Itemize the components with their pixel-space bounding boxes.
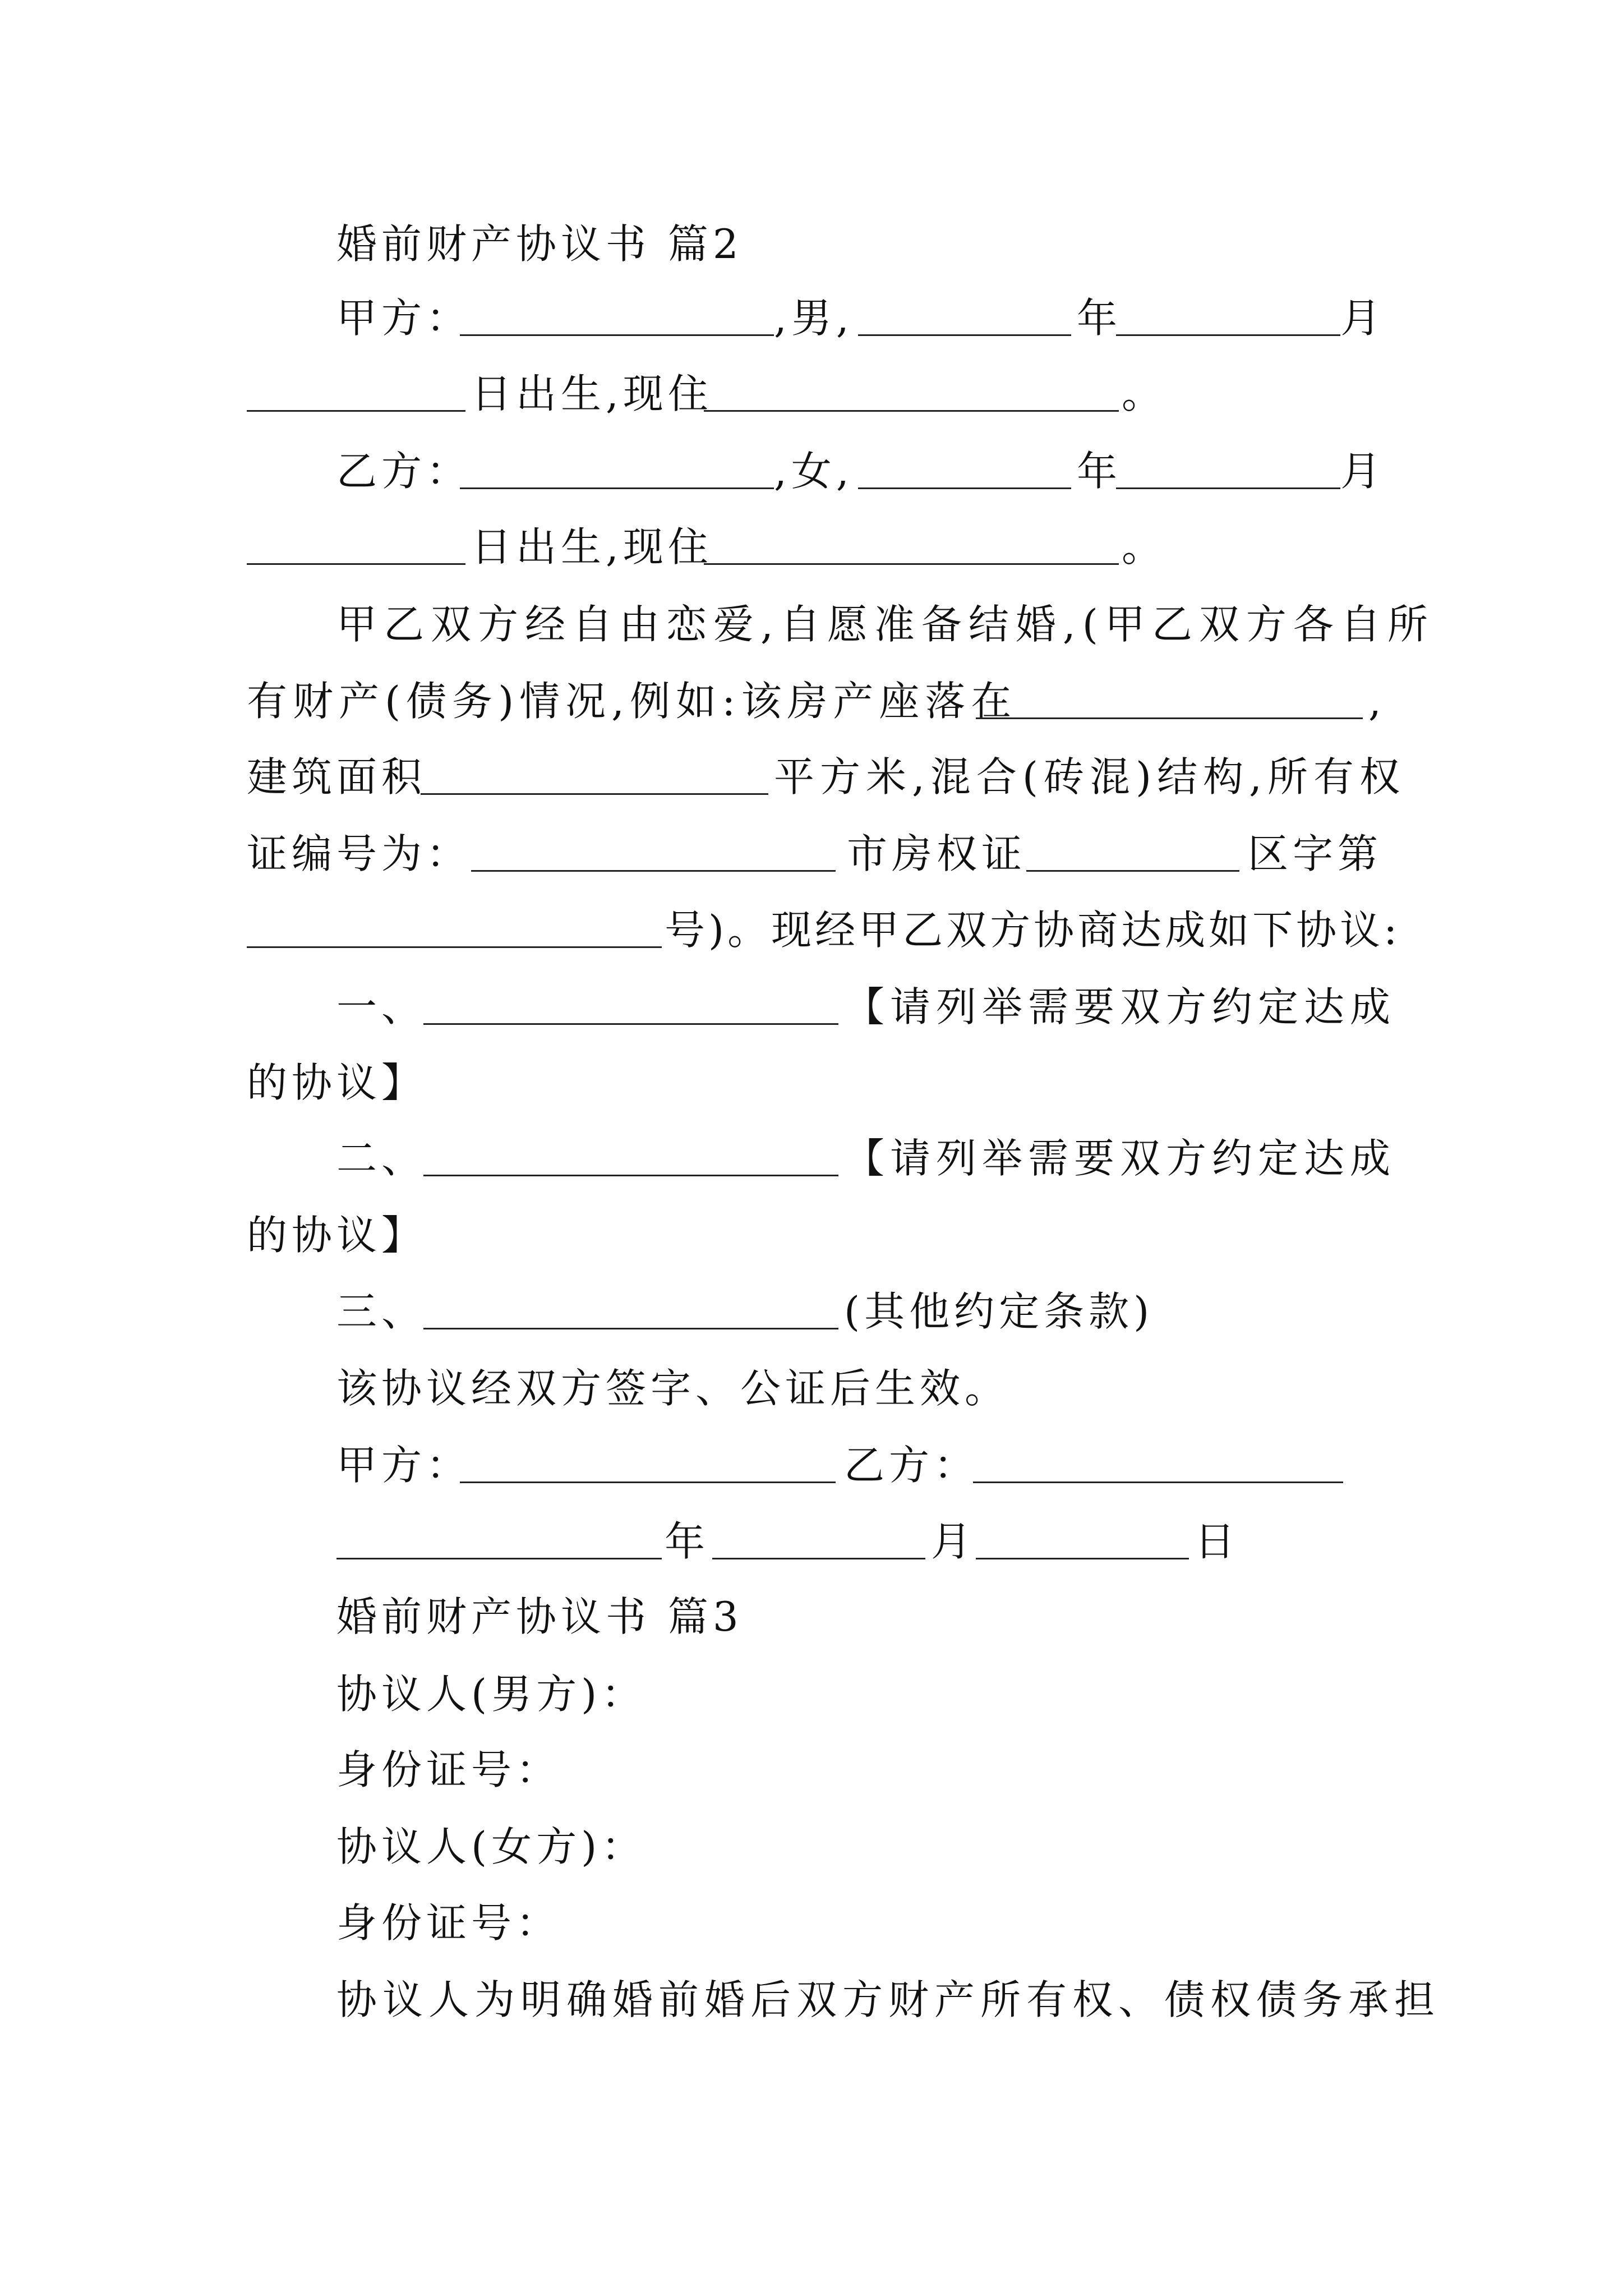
heading-text: 婚前财产协议书 篇2 bbox=[336, 220, 743, 268]
party-b-day-field[interactable] bbox=[247, 513, 465, 581]
intro-line-1 bbox=[0, 591, 1623, 658]
party-b-month-label: 月 bbox=[1340, 448, 1386, 495]
clause-3-field[interactable] bbox=[423, 1278, 838, 1345]
intro-text-2: 有财产(债务)情况,例如:该房产座落在 bbox=[247, 678, 1017, 725]
date-day-label: 日 bbox=[1195, 1518, 1240, 1565]
date-year-field[interactable] bbox=[336, 1508, 662, 1575]
party-b-birth-label: 日出生,现住 bbox=[471, 523, 713, 570]
female-id-line bbox=[0, 1889, 1623, 1957]
intro-text-1: 甲乙双方经自由恋爱,自愿准备结婚,(甲乙双方各自所 bbox=[336, 601, 1435, 648]
serial-number-field[interactable] bbox=[247, 896, 662, 964]
intro-line-4 bbox=[0, 820, 1623, 887]
sign-party-a-field[interactable] bbox=[460, 1432, 836, 1499]
certificate-number-field[interactable] bbox=[471, 820, 836, 887]
party-b-end: 。 bbox=[1122, 523, 1167, 570]
party-a-gender: ,男, bbox=[774, 295, 854, 342]
date-month-field[interactable] bbox=[712, 1508, 925, 1575]
party-a-day-field[interactable] bbox=[247, 360, 465, 427]
heading-3-text: 婚前财产协议书 篇3 bbox=[336, 1593, 743, 1640]
party-a-month-label: 月 bbox=[1340, 295, 1386, 342]
male-party-label: 协议人(男方)： bbox=[336, 1671, 647, 1718]
female-party-line bbox=[0, 1813, 1623, 1880]
male-id-label: 身份证号： bbox=[336, 1746, 561, 1793]
clause-2-number: 二、 bbox=[336, 1135, 427, 1182]
clause-2-cont-text: 的协议】 bbox=[247, 1212, 427, 1259]
date-year-label: 年 bbox=[665, 1518, 710, 1565]
building-area-field[interactable] bbox=[421, 743, 768, 811]
male-id-line bbox=[0, 1736, 1623, 1803]
party-a-label: 甲方： bbox=[336, 295, 472, 342]
party-a-month-field[interactable] bbox=[1116, 284, 1340, 352]
clause-2-text: 【请列举需要双方约定达成 bbox=[844, 1135, 1396, 1182]
party-b-name-field[interactable] bbox=[460, 438, 774, 505]
certificate-label: 证编号为： bbox=[247, 830, 472, 877]
date-line bbox=[0, 1508, 1623, 1575]
clause-3-number: 三、 bbox=[336, 1288, 427, 1335]
clause-2-cont bbox=[0, 1202, 1623, 1269]
intro-area-label: 建筑面积 bbox=[247, 753, 427, 800]
male-party-line bbox=[0, 1660, 1623, 1728]
female-id-label: 身份证号： bbox=[336, 1899, 561, 1947]
party-a-year-label: 年 bbox=[1077, 295, 1122, 342]
party-a-name-field[interactable] bbox=[460, 284, 774, 352]
clause-1-number: 一、 bbox=[336, 983, 427, 1030]
intro-end-text: 号)。现经甲乙双方协商达成如下协议: bbox=[665, 907, 1401, 954]
party-b-address-field[interactable] bbox=[704, 513, 1119, 581]
clause-1-text: 【请列举需要双方约定达成 bbox=[844, 983, 1396, 1030]
date-day-field[interactable] bbox=[976, 1508, 1189, 1575]
sign-party-b-field[interactable] bbox=[973, 1432, 1343, 1499]
section-3-intro-text: 协议人为明确婚前婚后双方财产所有权、债权债务承担 bbox=[336, 1976, 1441, 2023]
clause-3 bbox=[0, 1278, 1623, 1345]
effective-line bbox=[0, 1355, 1623, 1422]
party-b-year-label: 年 bbox=[1077, 448, 1122, 495]
female-party-label: 协议人(女方)： bbox=[336, 1823, 647, 1870]
signature-line bbox=[0, 1432, 1623, 1499]
party-a-birth-label: 日出生,现住 bbox=[471, 370, 713, 417]
clause-1 bbox=[0, 973, 1623, 1041]
intro-area-rest: 平方米,混合(砖混)结构,所有权 bbox=[774, 753, 1405, 800]
party-a-line-2 bbox=[0, 360, 1623, 427]
clause-2-field[interactable] bbox=[423, 1125, 838, 1192]
party-a-line bbox=[0, 284, 1623, 352]
intro-text-2-end: , bbox=[1368, 678, 1386, 725]
party-a-address-field[interactable] bbox=[704, 360, 1119, 427]
date-month-label: 月 bbox=[931, 1518, 976, 1565]
party-b-line-2 bbox=[0, 513, 1623, 581]
intro-line-2 bbox=[0, 668, 1623, 735]
property-location-field[interactable] bbox=[976, 668, 1363, 735]
party-b-year-field[interactable] bbox=[858, 438, 1071, 505]
city-certificate-label: 市房权证 bbox=[847, 830, 1027, 877]
sign-party-a-label: 甲方： bbox=[336, 1442, 472, 1489]
intro-line-3 bbox=[0, 743, 1623, 811]
section-3-intro-line bbox=[0, 1966, 1623, 2033]
party-b-label: 乙方： bbox=[336, 448, 472, 495]
effective-text: 该协议经双方签字、公证后生效。 bbox=[336, 1365, 1010, 1412]
clause-3-text: (其他约定条款) bbox=[844, 1288, 1154, 1335]
district-field[interactable] bbox=[1026, 820, 1239, 887]
party-b-line bbox=[0, 438, 1623, 505]
intro-line-5 bbox=[0, 896, 1623, 964]
clause-1-cont bbox=[0, 1049, 1623, 1116]
district-label: 区字第 bbox=[1248, 830, 1383, 877]
section-heading-2 bbox=[0, 210, 1623, 278]
party-a-year-field[interactable] bbox=[858, 284, 1071, 352]
clause-1-field[interactable] bbox=[423, 973, 838, 1041]
clause-2 bbox=[0, 1125, 1623, 1192]
party-b-gender: ,女, bbox=[774, 448, 854, 495]
party-a-end: 。 bbox=[1122, 370, 1167, 417]
section-heading-3 bbox=[0, 1583, 1623, 1650]
party-b-month-field[interactable] bbox=[1116, 438, 1340, 505]
clause-1-cont-text: 的协议】 bbox=[247, 1059, 427, 1106]
sign-party-b-label: 乙方： bbox=[844, 1442, 979, 1489]
